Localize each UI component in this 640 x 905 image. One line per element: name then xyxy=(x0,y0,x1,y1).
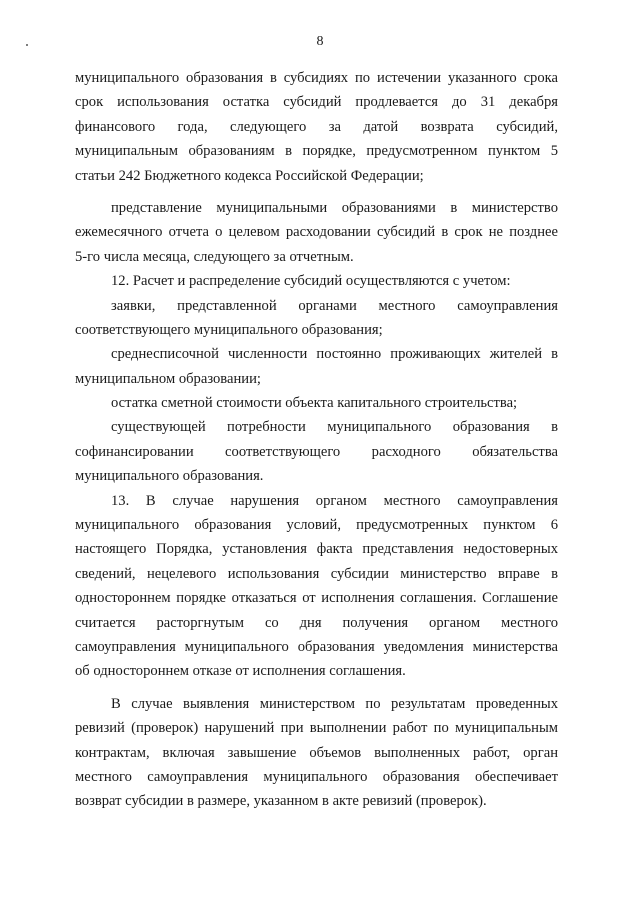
text-line: 13. В случае нарушения органом местного самоуправления xyxy=(111,492,558,509)
text-line: В случае выявления министерством по результатам проведенных xyxy=(111,695,558,712)
text-line: срок использования остатка субсидий продлевается до 31 декабря xyxy=(75,94,558,111)
text-line: заявки, представленной органами местного самоуправления xyxy=(111,297,558,314)
text-line: настоящего Порядка, установления факта представления недостоверных xyxy=(75,541,558,558)
text-line: соответствующего муниципального образования; xyxy=(75,321,383,338)
text-line: муниципальным образованиям в порядке, предусмотренном пунктом 5 xyxy=(75,143,558,160)
text-line: представление муниципальными образованиями в министерство xyxy=(111,199,558,216)
text-line: муниципального образования. xyxy=(75,468,264,485)
text-line: сведений, нецелевого использования субсидии министерство вправе в xyxy=(75,565,558,582)
text-line: возврат субсидии в размере, указанном в акте ревизий (проверок). xyxy=(75,793,487,810)
text-line: об одностороннем отказе от исполнения соглашения. xyxy=(75,663,406,680)
text-line: среднесписочной численности постоянно проживающих жителей в xyxy=(111,346,558,363)
text-line: контрактам, включая завышение объемов выполненных работ, орган xyxy=(75,744,558,761)
text-line: муниципального образования в субсидиях по истечении указанного срока xyxy=(75,70,558,86)
document-body xyxy=(75,66,558,814)
text-line: остатка сметной стоимости объекта капитального строительства; xyxy=(111,395,518,412)
text-line: считается расторгнутым со дня получения органом местного xyxy=(75,614,558,631)
text-line: 5-го числа месяца, следующего за отчетным. xyxy=(75,248,354,265)
text-line: местного самоуправления муниципального образования обеспечивает xyxy=(75,768,558,785)
text-line: существующей потребности муниципального образования в xyxy=(111,419,558,436)
page-number: 8 xyxy=(316,34,324,49)
text-line: ревизий (проверок) нарушений при выполнении работ по муниципальным xyxy=(75,720,558,737)
paragraph-gap xyxy=(75,684,558,692)
scan-speck xyxy=(26,44,28,46)
text-line: ежемесячного отчета о целевом расходовании субсидий в срок не позднее xyxy=(75,224,558,241)
text-line: одностороннем порядке отказаться от исполнения соглашения. Соглашение xyxy=(75,590,558,607)
text-line: муниципальном образовании; xyxy=(75,370,261,387)
text-line: финансового года, следующего за датой возврата субсидий, xyxy=(75,118,558,135)
text-line: 12. Расчет и распределение субсидий осуществляются с учетом: xyxy=(111,273,511,290)
paragraph-gap xyxy=(75,188,558,196)
text-line: муниципального образования условий, предусмотренных пунктом 6 xyxy=(75,517,558,534)
text-line: самоуправления муниципального образования уведомления министерства xyxy=(75,638,558,655)
text-line: софинансировании соответствующего расходного обязательства xyxy=(75,443,558,460)
text-line: статьи 242 Бюджетного кодекса Российской Федерации; xyxy=(75,167,424,184)
